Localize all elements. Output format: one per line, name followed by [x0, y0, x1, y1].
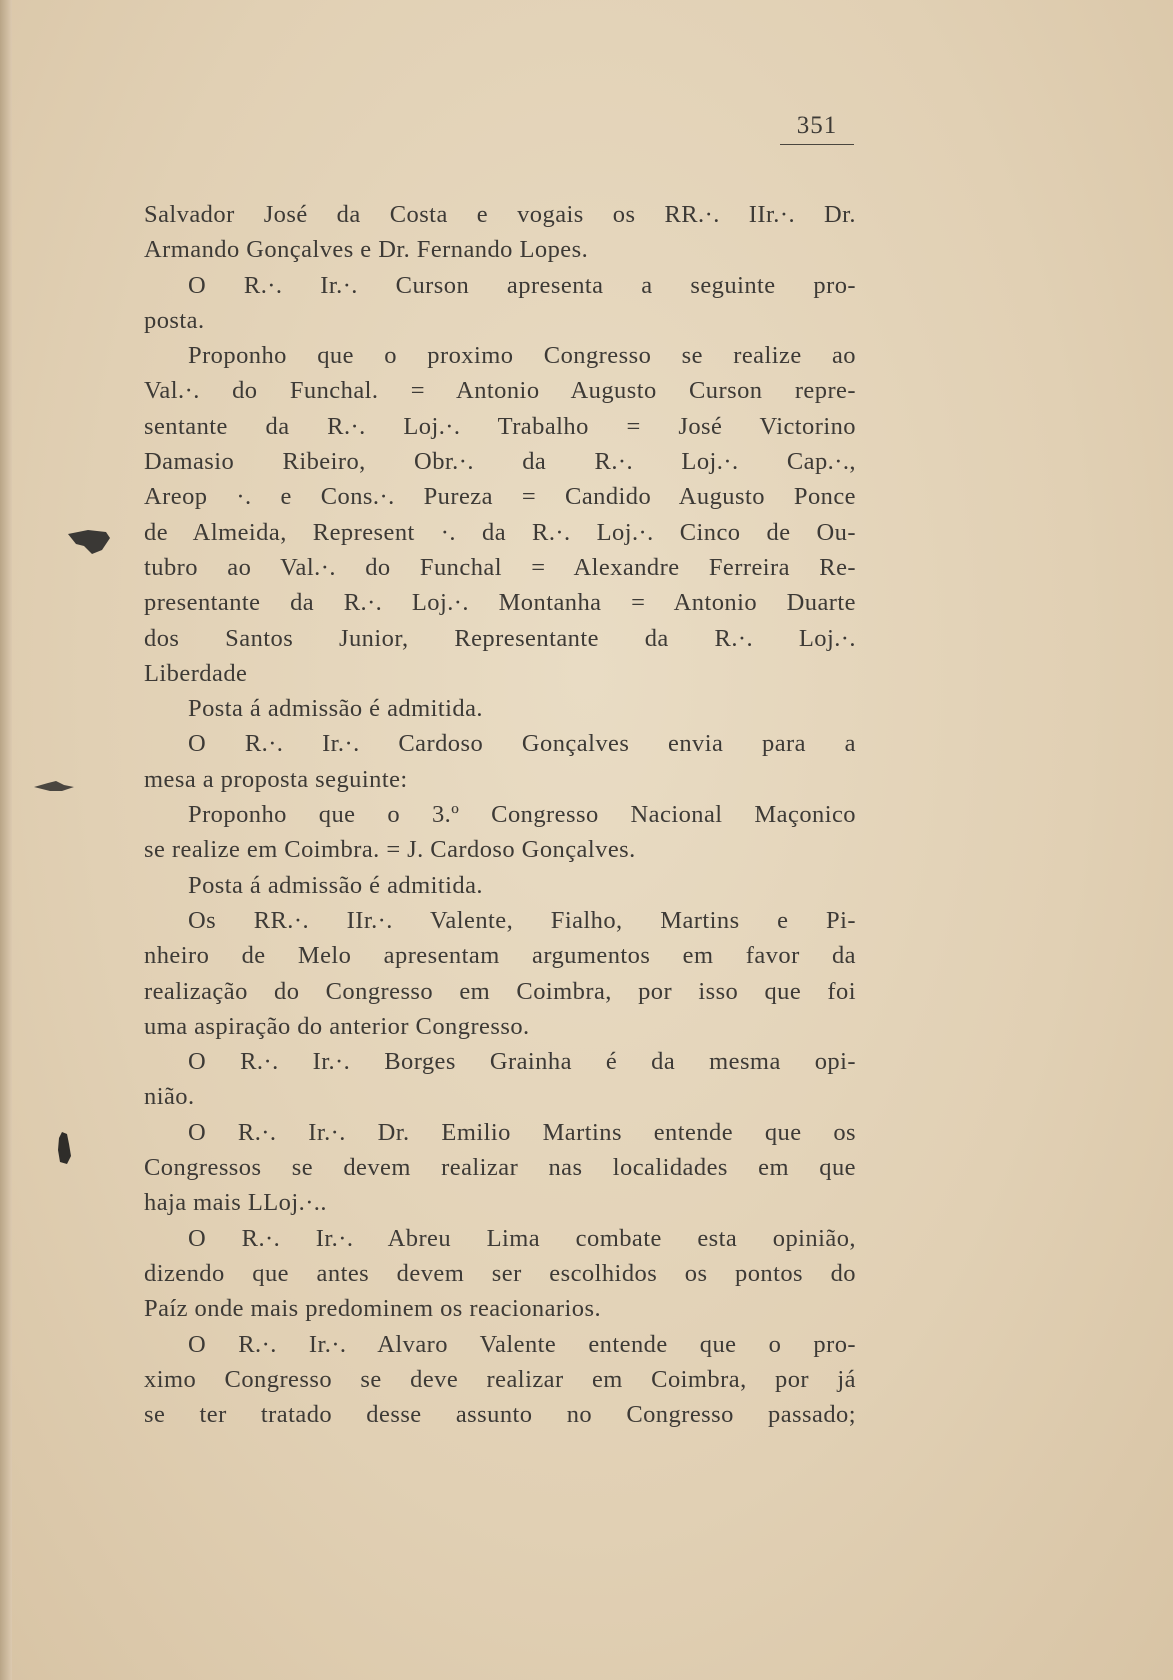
- text-line: Posta á admissão é admitida.: [188, 695, 483, 723]
- paragraph: [144, 1044, 856, 1115]
- text-line: se realize em Coimbra. = J. Cardoso Gonçalves.: [144, 836, 636, 864]
- text-line: se ter tratado desse assunto no Congresso passado;: [144, 1401, 856, 1429]
- paragraph: [144, 691, 856, 726]
- text-line: Damasio Ribeiro, Obr.·. da R.·. Loj.·. Cap.·.,: [144, 448, 856, 476]
- text-line: O R.·. Ir.·. Abreu Lima combate esta opinião,: [188, 1224, 856, 1252]
- text-line: Proponho que o proximo Congresso se realize ao: [188, 342, 856, 370]
- paragraph: [144, 1221, 856, 1327]
- text-line: Val.·. do Funchal. = Antonio Augusto Curson repre-: [144, 377, 856, 405]
- text-line: realização do Congresso em Coimbra, por isso que foi: [144, 977, 856, 1005]
- paragraph: [144, 268, 856, 339]
- paragraph: [144, 868, 856, 903]
- text-line: dos Santos Junior, Representante da R.·. Loj.·.: [144, 624, 856, 652]
- paragraph: [144, 726, 856, 797]
- paragraph: [144, 903, 856, 1044]
- text-line: posta.: [144, 306, 205, 334]
- text-line: de Almeida, Represent ·. da R.·. Loj.·. Cinco de Ou-: [144, 518, 856, 546]
- text-line: presentante da R.·. Loj.·. Montanha = Antonio Duarte: [144, 589, 856, 617]
- text-line: mesa a proposta seguinte:: [144, 765, 408, 793]
- ink-mark-icon: [66, 524, 112, 556]
- text-line: O R.·. Ir.·. Borges Grainha é da mesma opi-: [188, 1048, 856, 1076]
- paragraph: [144, 197, 856, 268]
- text-line: Salvador José da Costa e vogais os RR.·. IIr.·. Dr.: [144, 201, 856, 228]
- text-line: nião.: [144, 1083, 195, 1111]
- text-line: Armando Gonçalves e Dr. Fernando Lopes.: [144, 236, 589, 264]
- text-line: nheiro de Melo apresentam argumentos em favor da: [144, 942, 856, 970]
- text-line: tubro ao Val.·. do Funchal = Alexandre Ferreira Re-: [144, 553, 856, 581]
- text-line: Posta á admissão é admitida.: [188, 871, 483, 899]
- text-line: Congressos se devem realizar nas localidades em que: [144, 1154, 856, 1182]
- page-number: 351: [780, 112, 854, 145]
- paragraph: [144, 338, 856, 691]
- text-line: ximo Congresso se deve realizar em Coimbra, por já: [144, 1365, 856, 1393]
- text-line: sentante da R.·. Loj.·. Trabalho = José Victorino: [144, 412, 856, 440]
- paragraph: [144, 1115, 856, 1221]
- text-line: O R.·. Ir.·. Alvaro Valente entende que o pro-: [188, 1330, 856, 1358]
- text-line: Proponho que o 3.º Congresso Nacional Maçonico: [188, 801, 856, 829]
- text-body: [144, 197, 856, 1432]
- text-line: uma aspiração do anterior Congresso.: [144, 1012, 530, 1040]
- text-line: Paíz onde mais predominem os reacionarios.: [144, 1295, 602, 1323]
- paragraph: [144, 1327, 856, 1433]
- text-line: Areop ·. e Cons.·. Pureza = Candido Augusto Ponce: [144, 483, 856, 511]
- text-line: Liberdade: [144, 659, 248, 687]
- text-line: Os RR.·. IIr.·. Valente, Fialho, Martins e Pi-: [188, 906, 856, 934]
- text-line: dizendo que antes devem ser escolhidos os pontos do: [144, 1259, 856, 1287]
- page-edge: [0, 0, 12, 1680]
- text-line: O R.·. Ir.·. Curson apresenta a seguinte pro-: [188, 271, 856, 299]
- text-line: O R.·. Ir.·. Dr. Emilio Martins entende que os: [188, 1118, 856, 1146]
- text-line: haja mais LLoj.·..: [144, 1189, 327, 1217]
- paragraph: [144, 797, 856, 868]
- ink-mark-icon: [34, 779, 74, 793]
- text-line: O R.·. Ir.·. Cardoso Gonçalves envia para a: [188, 730, 856, 758]
- ink-mark-icon: [55, 1132, 73, 1164]
